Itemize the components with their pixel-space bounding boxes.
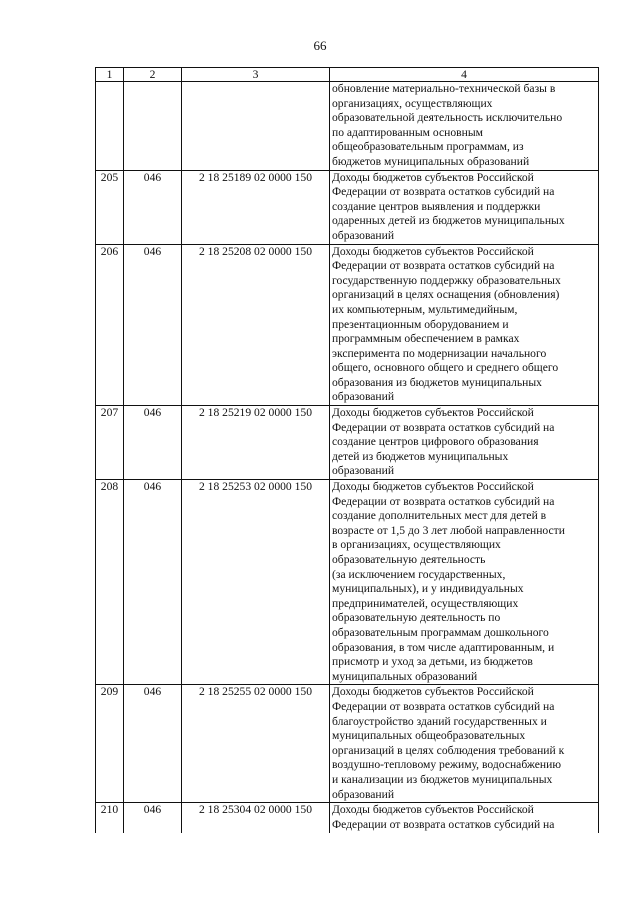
budget-classification-code	[182, 82, 330, 171]
row-number: 206	[96, 244, 124, 406]
admin-code: 046	[124, 803, 182, 834]
budget-classification-code: 2 18 25189 02 0000 150	[182, 170, 330, 244]
row-number: 208	[96, 480, 124, 685]
row-description: Доходы бюджетов субъектов Российской Федерации от возврата остатков субсидий на государственную поддержку образовательных организаций в целях оснащения (обновления) их компьютерным, мультимедийным, презентационным оборудованием и программным обеспечением в рамках эксперимента по модернизации начального общего, основного общего и среднего общего образования из бюджетов муниципальных образований	[330, 244, 599, 406]
row-description: Доходы бюджетов субъектов Российской Федерации от возврата остатков субсидий на благоустройство зданий государственных и муниципальных общеобразовательных организаций в целях соблюдения требований к воздушно-тепловому режиму, водоснабжению и канализации из бюджетов муниципальных образований	[330, 685, 599, 803]
admin-code: 046	[124, 406, 182, 480]
row-description: обновление материально-технической базы в организациях, осуществляющих образовательной деятельность исключительно по адаптированным основным общеобразовательным программам, из бюджетов муниципальных образований	[330, 82, 599, 171]
page-number: 66	[313, 38, 327, 53]
admin-code: 046	[124, 170, 182, 244]
budget-classification-code: 2 18 25304 02 0000 150	[182, 803, 330, 834]
row-description: Доходы бюджетов субъектов Российской Федерации от возврата остатков субсидий на создание центров выявления и поддержки одаренных детей из бюджетов муниципальных образований	[330, 170, 599, 244]
row-description: Доходы бюджетов субъектов Российской Федерации от возврата остатков субсидий на создание дополнительных мест для детей в возрасте от 1,5 до 3 лет любой направленности в организациях, осуществляющих образовательную деятельность (за исключением государственных, муниципальных), и у индивидуальных предпринимателей, осуществляющих образовательную деятельность по образовательным программам дошкольного образования, в том числе адаптированным, и присмотр и уход за детьми, из бюджетов муниципальных образований	[330, 480, 599, 685]
table-row	[96, 170, 599, 244]
budget-classification-code: 2 18 25219 02 0000 150	[182, 406, 330, 480]
row-number: 210	[96, 803, 124, 834]
table-body	[96, 82, 599, 834]
row-description: Доходы бюджетов субъектов Российской Федерации от возврата остатков субсидий на создание центров цифрового образования детей из бюджетов муниципальных образований	[330, 406, 599, 480]
header-col-2: 2	[124, 68, 182, 82]
row-number: 205	[96, 170, 124, 244]
table-row	[96, 685, 599, 803]
row-number	[96, 82, 124, 171]
admin-code: 046	[124, 480, 182, 685]
header-col-3: 3	[182, 68, 330, 82]
table-row	[96, 480, 599, 685]
table-header	[96, 68, 599, 82]
budget-classification-code: 2 18 25253 02 0000 150	[182, 480, 330, 685]
budget-classification-code: 2 18 25255 02 0000 150	[182, 685, 330, 803]
table-row	[96, 82, 599, 171]
row-description: Доходы бюджетов субъектов Российской Федерации от возврата остатков субсидий на	[330, 803, 599, 834]
row-number: 209	[96, 685, 124, 803]
header-col-1: 1	[96, 68, 124, 82]
admin-code: 046	[124, 244, 182, 406]
table-row	[96, 244, 599, 406]
table-row	[96, 406, 599, 480]
revenue-codes-table	[95, 67, 599, 833]
budget-classification-code: 2 18 25208 02 0000 150	[182, 244, 330, 406]
header-col-4: 4	[330, 68, 599, 82]
admin-code: 046	[124, 685, 182, 803]
header-row	[96, 68, 599, 82]
row-number: 207	[96, 406, 124, 480]
admin-code	[124, 82, 182, 171]
table-row	[96, 803, 599, 834]
